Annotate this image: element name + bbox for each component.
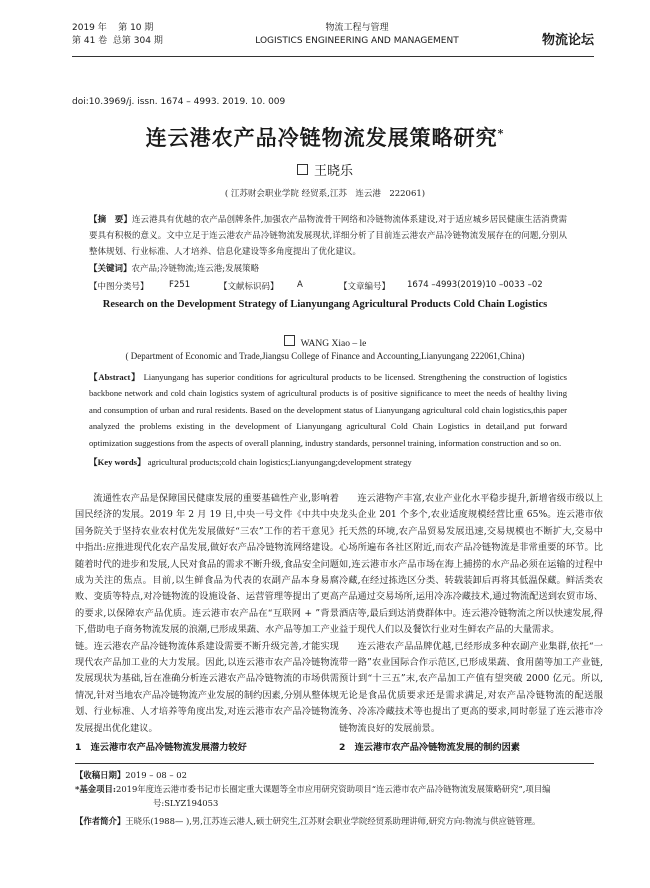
header-divider [72,56,594,57]
square-box-icon [297,164,308,175]
abstract-cn-text: 连云港具有优越的农产品创牌条件,加强农产品物流骨干网络和冷链物流体系建设,对于适应城乡居民健康生活消费需要具有积极的意义。文中立足于连云港农产品冷链物流发展现状,详细分析了目前连云港农产品冷链物流发展存在的问题,分别从整体规划、行业标准、人才培养、信息化建设等多角度提出了优化建议。 [89,215,567,257]
intro-paragraph: 流通性农产品是保障国民健康发展的重要基础性产业,影响着国民经济的发展。2019 年 2 月 19 日,中央一号文件《中共中央国务院关于坚持农业农村优先发展做好“三农”工作的若干意见》中指出:应推进现代化农产品发展,做好农产品冷链物流网络建设。随着时代的进步和发展,人民对食品的需求不断升级,食品安全问题成为关注的焦点。目前,以生鲜食品为代表的农副产品本身易腐败、变质等特点,对冷链物流的设施设备、运营管理等提出了更高的要求,以保障农产品优质。连云港市农产品在“互联网 + ”背景下,借助电子商务物流发展的浪潮,已形成果蔬、水产品等加工产业链。连云港农产品冷链物流体系建设需要不断升级完善,才能实现现代农产品加工业的大力发展。因此,以连云港市农产品冷链物流发展现状为基础,旨在准确分析连云港农产品冷链物流的市场供需情况,针对当地农产品冷链物流产业发展的制约因素,分别从整体规划、行业标准、人才培养等角度出发,对连云港市农产品冷链物流发展提出优化建议。 [75,493,339,734]
column-name: 物流论坛 [541,33,594,48]
author-en-name: WANG Xiao – le [300,339,367,349]
header-issue: 第 10 期 [118,23,154,33]
received-date: 2019 – 08 – 02 [125,770,187,780]
header-year: 2019 年 [72,23,107,33]
body-column-right [339,491,603,737]
keywords-en-label: 【Key words】 [89,457,146,467]
body-column-left [75,491,339,737]
doc-code-value: A [297,280,303,290]
author-cn-name: 王晓乐 [313,164,353,179]
fund-text: 2019年度连云港市委书记市长圈定重大课题等全市应用研究资助项目“连云港市农产品冷链物流发展策略研究”,项目编号:SLYZ194053 [115,784,551,808]
issue-info [72,22,163,48]
section-heading-2: 2 连云港市农产品冷链物流发展的制约因素 [339,742,520,753]
article-title-en: Research on the Development Strategy of Lianyungang Agricultural Products Cold Chain Logistics [102,299,548,310]
keywords-en-text: agricultural products;cold chain logistics;Lianyungang;development strategy [147,457,412,467]
article-title-cn [60,122,590,152]
keywords-en [89,456,567,468]
section1-paragraph-1: 连云港物产丰富,农业产业化水平稳步提升,新增省级市级以上龙头企业 201 个多个,农业适度规模经营比重 65%。连云港市依托天然的环境,农产品贸易发展迅速,交易规模也不断扩大,交易中心场所遍布各社区附近,而农产品冷链物流是非常重要的环节。比如,连云港市水产品市场在海上捕捞的水产品必须在运输的过程中冷藏,在经过拣选区分类、转载装卸后再将其低温保藏。鲜活类农产品通过交易场所,运用冷冻冷藏技术,通过物流配送到农贸市场、酒店等,最后到达消费群体中。连云港冷链物流之所以快速发展,得益于现代人们以及餐饮行业对生鲜农产品的大量需求。 [339,493,603,636]
abstract-en-text: Lianyungang has superior conditions for agricultural products to be licensed. Strengthening the construction of logistics backbone network and cold chain logistics system of agricultural products is of positive significance to meet the needs of healthy living and consumption of urban and rural residents. Based on the development status of Lianyungang agricultural cold chain logistics,this paper analyzed the problems existing in the development of Lianyungang agricultural Cold Chain Logistics in detail,and put forward optimization suggestions from the aspects of overall planning, industry standards, personnel training, information construction and so on. [89,372,568,448]
doc-code-label: 【文献标识码】 [219,282,279,292]
clc-label: 【中图分类号】 [89,282,149,292]
header-volume: 第 41 卷 [72,36,108,46]
footnote-author-bio [75,814,595,828]
received-label: 【收稿日期】 [75,770,126,780]
journal-name [242,22,472,48]
author-cn [0,160,650,179]
keywords-cn-label: 【关键词】 [89,264,132,274]
article-no-label: 【文章编号】 [339,282,391,292]
title-footnote-mark: * [497,127,505,140]
bio-text: 王晓乐(1988— ),男,江苏连云港人,硕士研究生,江苏财会职业学院经贸系助理讲师,研究方向:物流与供应链管理。 [125,816,541,826]
abstract-cn-label: 【摘 要】 [89,215,132,225]
keywords-cn-text: 农产品;冷链物流;连云港;发展策略 [131,264,260,274]
affiliation-cn: ( 江苏财会职业学院 经贸系,江苏 连云港 222061) [224,189,426,199]
header-total-issue: 总第 304 期 [112,36,163,46]
journal-name-en: LOGISTICS ENGINEERING AND MANAGEMENT [255,36,459,46]
footnote-received [75,768,595,782]
author-en [0,335,650,349]
abstract-cn [89,212,567,260]
fund-label: *基金项目: [75,784,116,794]
square-box-icon [284,335,295,346]
footnote-divider [75,763,594,764]
footnote-fund [75,782,595,810]
keywords-cn [89,262,567,274]
affiliation-en: ( Department of Economic and Trade,Jiangsu College of Finance and Accounting,Lianyungang 222061,China) [125,351,525,361]
doi: doi:10.3969/j. issn. 1674 – 4993. 2019. 10. 009 [72,97,286,107]
abstract-en [89,369,567,451]
abstract-en-label: 【Abstract】 [89,372,141,382]
bio-label: 【作者简介】 [75,816,126,826]
title-cn-text: 连云港农产品冷链物流发展策略研究 [145,125,498,150]
section1-paragraph-2: 连云港农产品品牌优越,已经形成多种农副产业集群,依托“一带一路”农业国际合作示范区,已形成果蔬、食用菌等加工产业链,预计到“十三五”末,农产品加工产值有望突破 2000 亿元。所以,无论是食品优质要求还是需求满足,对农产品冷链物流的配送服务、冷冻冷藏技术等也提出了更高的要求,同时彰显了连云港市冷链物流良好的发展前景。 [339,640,603,734]
clc-value: F251 [169,280,191,290]
running-header [72,22,594,56]
journal-name-cn: 物流工程与管理 [325,23,389,33]
article-no-value: 1674 –4993(2019)10 –0033 –02 [407,280,543,290]
section-heading-1: 1 连云港市农产品冷链物流发展潜力较好 [75,742,247,753]
